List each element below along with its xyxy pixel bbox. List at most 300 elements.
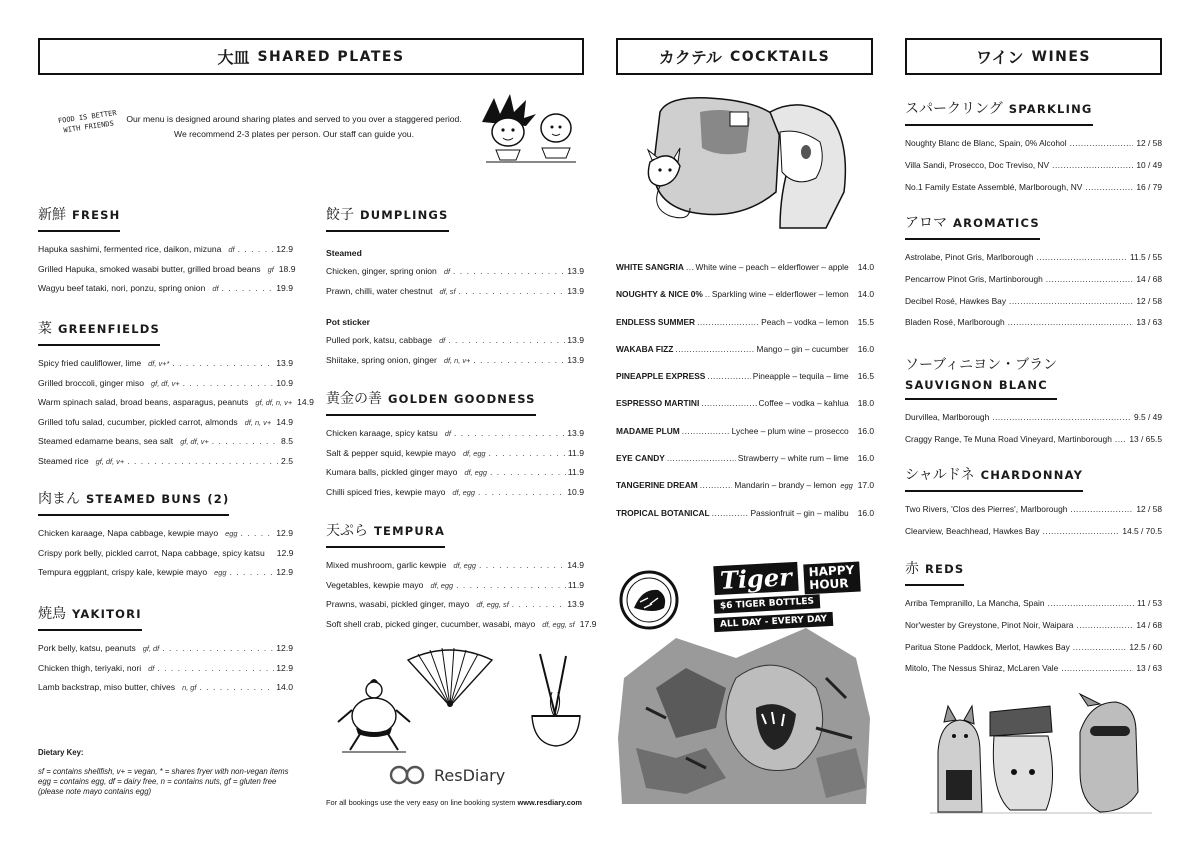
leader-dots <box>157 663 274 673</box>
item-name: Grilled tofu salad, cucumber, pickled carrot, almonds <box>38 416 238 427</box>
leader-dots <box>490 467 566 477</box>
leader-dots <box>1076 620 1133 630</box>
section-title <box>905 464 1083 492</box>
wine-name: Mitolo, The Nessus Shiraz, McLaren Vale <box>905 663 1059 674</box>
item-note: df, v+* <box>148 359 170 368</box>
section-title-jp: 餃子 <box>326 207 354 223</box>
item-name: Prawn, chilli, water chestnut <box>326 285 433 296</box>
subsection-pot-sticker: Pot sticker <box>326 317 370 327</box>
menu-item <box>326 428 584 448</box>
item-note: gf, df, n, v+ <box>255 398 293 407</box>
item-note: df <box>443 267 451 276</box>
menu-item <box>38 244 293 264</box>
intro-text <box>118 112 470 142</box>
wine-price: 12 / 58 <box>1136 295 1162 306</box>
item-price: 11.9 <box>567 467 584 477</box>
section-golden-goodness <box>326 388 584 506</box>
item-note: df, egg, sf <box>542 619 575 629</box>
header-jp: 大皿 <box>217 48 250 67</box>
item-name: Pork belly, katsu, peanuts <box>38 643 136 653</box>
cocktail-item <box>616 344 874 371</box>
booking-text: For all bookings use the very easy on line booking system <box>326 798 516 807</box>
leader-dots <box>707 371 750 381</box>
item-note: df, egg <box>462 448 486 458</box>
tiger-happy-hour-promo <box>714 563 862 629</box>
item-note: gf, df, v+ <box>95 456 125 466</box>
intro-line: Our menu is designed around sharing plates and served to you over a staggered period. <box>126 114 462 124</box>
header-shared-plates <box>38 38 584 75</box>
cocktail-desc: Peach – vodka – lemon <box>761 316 849 327</box>
item-price: 8.5 <box>281 436 293 446</box>
happy-hour-label <box>803 562 860 595</box>
cocktail-price: 15.5 <box>857 316 874 327</box>
item-name: Grilled broccoli, ginger miso <box>38 377 145 388</box>
section-title <box>326 204 449 232</box>
cocktail-item <box>616 426 874 453</box>
leader-dots <box>212 436 279 446</box>
item-price: 19.9 <box>276 283 293 293</box>
item-price: 13.9 <box>567 354 584 365</box>
item-price: 11.9 <box>567 447 584 458</box>
leader-dots <box>675 344 754 354</box>
menu-item <box>38 567 293 587</box>
wine-item <box>905 620 1162 642</box>
wine-price: 13 / 65.5 <box>1129 433 1162 444</box>
leader-dots <box>229 567 274 577</box>
cocktail-desc: Strawberry – white rum – lime <box>737 453 849 464</box>
section-title <box>38 204 120 232</box>
leader-dots <box>172 358 274 368</box>
cocktail-item <box>616 453 874 480</box>
section-title-jp: 焼鳥 <box>38 606 66 622</box>
happy-label: HAPPY <box>807 562 855 580</box>
leader-dots <box>992 412 1131 422</box>
dietary-line: (please note mayo contains egg) <box>38 787 152 796</box>
section-chardonnay <box>905 464 1162 548</box>
section-title-jp: 黄金の善 <box>326 391 382 407</box>
section-steamed-buns <box>38 488 293 587</box>
item-price: 14.9 <box>297 397 314 407</box>
section-title-en: SAUVIGNON BLANC <box>905 378 1048 392</box>
menu-item <box>38 436 293 456</box>
item-note: gf, df, v+ <box>180 437 209 446</box>
dietary-key <box>38 748 308 797</box>
item-price: 14.0 <box>276 682 293 692</box>
item-name: Prawns, wasabi, pickled ginger, mayo <box>326 599 470 609</box>
cocktail-name: PINEAPPLE EXPRESS <box>616 371 706 382</box>
menu-item <box>326 487 584 507</box>
cocktail-item <box>616 508 874 535</box>
section-title-en: STEAMED BUNS (2) <box>86 492 230 506</box>
wine-price: 13 / 63 <box>1136 663 1162 674</box>
booking-link[interactable]: www.resdiary.com <box>517 798 582 807</box>
wine-item <box>905 663 1162 685</box>
section-title-jp: シャルドネ <box>905 467 975 483</box>
handwritten-note: FOOD IS BETTER WITH FRIENDS <box>57 108 118 135</box>
item-note: n, gf <box>182 683 197 692</box>
menu-item <box>38 682 293 702</box>
cocktail-price: 16.0 <box>857 425 874 436</box>
leader-dots <box>448 335 565 345</box>
cocktail-list <box>616 262 874 535</box>
resdiary-wordmark: ResDiary <box>434 765 506 785</box>
section-title-jp: 菜 <box>38 321 52 337</box>
cocktail-name: NOUGHTY & NICE 0% <box>616 289 703 300</box>
cocktail-desc: Passionfruit – gin – malibu <box>750 507 849 518</box>
leader-dots <box>701 398 756 408</box>
leader-dots <box>1052 160 1133 170</box>
section-title-en: CHARDONNAY <box>980 468 1084 482</box>
leader-dots <box>489 448 566 458</box>
item-note: df <box>444 429 451 438</box>
cocktail-name: TROPICAL BOTANICAL <box>616 507 710 518</box>
wine-price: 12 / 58 <box>1136 138 1162 148</box>
noodle-bowl-illustration <box>526 652 586 752</box>
cocktail-price: 16.0 <box>857 343 874 354</box>
section-aromatics <box>905 212 1162 339</box>
resdiary-logo <box>388 764 505 786</box>
header-wines <box>905 38 1162 75</box>
subsection-steamed: Steamed <box>326 248 362 258</box>
wine-name: Two Rivers, 'Clos des Pierres', Marlborough <box>905 504 1068 514</box>
item-note: df <box>212 284 219 293</box>
item-name: Chicken, ginger, spring onion <box>326 266 437 276</box>
item-name: Lamb backstrap, miso butter, chives <box>38 682 176 692</box>
leader-dots <box>1008 317 1134 327</box>
menu-item <box>326 580 584 600</box>
wine-item <box>905 296 1162 318</box>
cocktail-name: ENDLESS SUMMER <box>616 316 696 327</box>
item-name: Spicy fried cauliflower, lime <box>38 358 142 368</box>
cocktail-item <box>616 371 874 398</box>
cocktail-desc: Pineapple – tequila – lime <box>752 371 849 382</box>
leader-dots <box>473 355 565 365</box>
menu-item <box>38 378 293 398</box>
wine-price: 12 / 58 <box>1136 504 1162 514</box>
menu-item <box>38 456 293 476</box>
cocktail-name: MADAME PLUM <box>616 425 680 436</box>
anime-characters-illustration <box>476 92 580 164</box>
wine-price: 11.5 / 55 <box>1130 252 1162 262</box>
menu-item <box>38 417 293 437</box>
item-name: Steamed edamame beans, sea salt <box>38 436 174 446</box>
section-title-jp: 天ぷら <box>326 523 368 539</box>
section-title-en: GREENFIELDS <box>58 322 160 336</box>
item-note: gf, df, v+ <box>151 378 180 388</box>
leader-dots <box>700 480 733 490</box>
dietary-line: egg = contains egg, df = dairy free, n = contains nuts, gf = gluten free <box>38 777 277 786</box>
cocktail-name: EYE CANDY <box>616 453 665 464</box>
wine-name: Decibel Rosé, Hawkes Bay <box>905 295 1007 306</box>
section-sauvignon-blanc <box>905 354 1162 456</box>
leader-dots <box>1061 663 1133 673</box>
wine-price: 9.5 / 49 <box>1134 412 1162 422</box>
leader-dots <box>1009 296 1133 306</box>
wine-name: Villa Sandi, Prosecco, Doc Treviso, NV <box>905 159 1050 170</box>
section-reds <box>905 558 1162 685</box>
item-price: 12.9 <box>276 528 293 538</box>
anime-girl-drinking-illustration <box>630 92 860 234</box>
tiger-promo-heading <box>714 563 862 593</box>
header-jp: ワイン <box>975 48 1024 67</box>
section-title-jp: 赤 <box>905 561 919 577</box>
item-note: df, sf <box>439 286 456 296</box>
item-name: Kumara balls, pickled ginger mayo <box>326 467 458 477</box>
item-price: 14.9 <box>567 560 584 570</box>
header-cocktails <box>616 38 873 75</box>
leader-dots <box>453 266 565 276</box>
wine-name: No.1 Family Estate Assemblé, Marlborough, NV <box>905 181 1083 192</box>
wine-name: Noughty Blanc de Blanc, Spain, 0% Alcohol <box>905 138 1067 148</box>
section-title-en: TEMPURA <box>374 524 446 538</box>
header-en: SHARED PLATES <box>257 48 405 65</box>
item-name: Shiitake, spring onion, ginger <box>326 354 437 365</box>
item-note: df, n, v+ <box>443 355 471 365</box>
leader-dots <box>512 599 565 609</box>
item-price: 12.9 <box>276 567 293 577</box>
leader-dots <box>240 528 274 538</box>
item-price: 13.9 <box>567 285 584 296</box>
item-name: Soft shell crab, picked ginger, cucumber, wasabi, mayo <box>326 618 536 629</box>
header-en: WINES <box>1031 48 1092 65</box>
wine-name: Nor'wester by Greystone, Pinot Noir, Waipara <box>905 619 1074 630</box>
section-title-en: REDS <box>925 562 965 576</box>
section-title <box>905 98 1093 126</box>
menu-item <box>38 263 296 284</box>
wine-name: Arriba Tempranillo, La Mancha, Spain <box>905 598 1045 608</box>
menu-item <box>38 643 293 663</box>
leader-dots <box>199 682 274 692</box>
leader-dots <box>162 643 274 653</box>
wine-price: 10 / 49 <box>1136 159 1162 170</box>
item-name: Chilli spiced fries, kewpie mayo <box>326 486 446 497</box>
item-name: Wagyu beef tataki, nori, ponzu, spring onion <box>38 283 206 293</box>
item-note: gf, df <box>142 644 160 653</box>
menu-item <box>326 335 584 355</box>
cocktail-name: WAKABA FIZZ <box>616 343 674 354</box>
leader-dots <box>1048 598 1134 608</box>
item-name: Chicken karaage, Napa cabbage, kewpie mayo <box>38 528 219 538</box>
item-price: 10.9 <box>567 486 584 497</box>
section-title-en: AROMATICS <box>953 216 1040 230</box>
menu-item <box>38 358 293 378</box>
cocktail-name: WHITE SANGRIA <box>616 262 684 272</box>
menu-item <box>38 283 293 303</box>
fresh-items <box>38 244 296 303</box>
tiger-brand: Tiger <box>713 561 798 594</box>
section-title <box>326 388 536 416</box>
leader-dots <box>127 456 279 466</box>
item-price: 14.9 <box>276 416 293 427</box>
booking-info <box>326 798 582 807</box>
cocktail-note: egg <box>840 481 853 491</box>
wine-name: Paritua Stone Paddock, Merlot, Hawkes Bay <box>905 641 1070 652</box>
leader-dots <box>1115 434 1127 444</box>
section-title <box>326 520 445 548</box>
tiger-promo-line: $6 TIGER BOTTLES <box>714 594 821 614</box>
wine-item <box>905 412 1162 434</box>
item-price: 12.9 <box>276 643 293 653</box>
section-title-en: GOLDEN GOODNESS <box>388 392 536 406</box>
cocktail-price: 16.0 <box>857 507 874 518</box>
menu-item <box>326 448 584 468</box>
item-name: Crispy pork belly, pickled carrot, Napa cabbage, spicy katsu <box>38 547 265 558</box>
item-price: 12.9 <box>276 244 293 254</box>
item-price: 13.9 <box>567 599 584 609</box>
item-note: df <box>148 663 155 673</box>
item-note: df, egg <box>430 580 454 590</box>
menu-item <box>326 266 584 286</box>
cocktail-name: TANGERINE DREAM <box>616 480 698 491</box>
leader-dots <box>712 508 749 518</box>
item-note: df, egg <box>453 561 476 570</box>
wine-price: 13 / 63 <box>1136 317 1162 328</box>
header-en: COCKTAILS <box>729 48 831 65</box>
section-tempura <box>326 520 597 638</box>
wine-item <box>905 434 1162 456</box>
leader-dots <box>697 317 759 327</box>
wine-name: Durvillea, Marlborough <box>905 412 990 422</box>
cocktail-desc: Lychee – plum wine – prosecco <box>731 425 849 436</box>
dietary-title: Dietary Key: <box>38 748 84 757</box>
intro-line: We recommend 2-3 plates per person. Our staff can guide you. <box>174 129 414 139</box>
cocktail-price: 16.5 <box>857 371 874 382</box>
cocktail-desc: Sparkling wine – elderflower – lemon <box>711 289 849 300</box>
item-price: 12.9 <box>276 547 294 558</box>
item-note: df <box>228 245 235 254</box>
wine-item <box>905 274 1162 296</box>
menu-item <box>326 467 584 487</box>
menu-item <box>38 663 293 683</box>
menu-item <box>326 560 584 580</box>
cocktail-item <box>616 289 874 316</box>
wine-price: 14 / 68 <box>1136 619 1162 630</box>
cocktail-item <box>616 480 874 507</box>
item-price: 18.9 <box>278 263 296 274</box>
section-title-jp: 肉まん <box>38 491 80 507</box>
wine-item <box>905 598 1162 620</box>
item-price: 12.9 <box>276 662 293 673</box>
wine-name: Clearview, Beachhead, Hawkes Bay <box>905 525 1040 536</box>
leader-dots <box>1073 642 1127 652</box>
wine-price: 14 / 68 <box>1136 273 1162 284</box>
cocktail-item <box>616 262 874 289</box>
leader-dots <box>454 428 565 438</box>
item-note: gf <box>267 264 274 274</box>
section-greenfields <box>38 318 314 475</box>
item-price: 13.9 <box>567 335 584 345</box>
leader-dots <box>1043 526 1120 536</box>
cocktail-price: 16.0 <box>857 453 874 464</box>
item-note: df, egg, sf <box>476 600 509 609</box>
leader-dots <box>1070 138 1134 148</box>
cocktail-price: 17.0 <box>857 480 874 491</box>
menu-item <box>38 528 293 548</box>
wine-item <box>905 526 1162 548</box>
item-name: Hapuka sashimi, fermented rice, daikon, mizuna <box>38 244 222 254</box>
item-price: 13.9 <box>567 428 584 438</box>
section-title <box>905 212 1040 240</box>
item-price: 17.9 <box>579 618 597 629</box>
section-title-jp: アロマ <box>905 215 947 231</box>
section-sparkling <box>905 98 1162 203</box>
leader-dots <box>459 286 566 296</box>
item-price: 13.9 <box>567 266 584 276</box>
cocktail-desc: Coffee – vodka – kahlua <box>758 398 849 409</box>
section-title-en: SPARKLING <box>1008 102 1093 116</box>
tiger-promo-line: ALL DAY - EVERY DAY <box>714 612 834 632</box>
section-title <box>905 558 964 586</box>
cocktail-desc: Mango – gin – cucumber <box>756 343 849 354</box>
item-name: Grilled Hapuka, smoked wasabi butter, grilled broad beans <box>38 263 261 274</box>
leader-dots <box>1036 252 1127 262</box>
cocktail-item <box>616 317 874 344</box>
item-note: df, egg <box>452 487 476 497</box>
menu-item <box>326 355 584 375</box>
leader-dots <box>183 378 275 388</box>
menu-item <box>326 618 597 639</box>
wine-item <box>905 504 1162 526</box>
menu-item <box>38 548 293 568</box>
wine-name: Astrolabe, Pinot Gris, Marlborough <box>905 252 1034 262</box>
leader-dots <box>1046 274 1134 284</box>
leader-dots <box>222 283 275 293</box>
wine-price: 11 / 53 <box>1137 598 1162 608</box>
section-title-en: YAKITORI <box>72 607 142 621</box>
leader-dots <box>479 560 565 570</box>
header-jp: カクテル <box>658 48 722 67</box>
section-title-jp: スパークリング <box>905 101 1003 117</box>
item-price: 10.9 <box>276 377 293 388</box>
leader-dots <box>1070 504 1133 514</box>
item-name: Chicken thigh, teriyaki, nori <box>38 662 142 673</box>
leader-dots <box>686 262 694 272</box>
section-title-jp: 新鮮 <box>38 207 66 223</box>
section-dumplings <box>326 204 584 374</box>
item-price: 2.5 <box>281 455 293 466</box>
item-note: egg <box>214 568 227 577</box>
item-name: Salt & pepper squid, kewpie mayo <box>326 447 456 458</box>
cocktail-price: 18.0 <box>857 398 874 409</box>
leader-dots <box>705 289 710 299</box>
folding-fan-illustration <box>404 646 496 710</box>
section-title-en: FRESH <box>72 208 121 222</box>
section-yakitori <box>38 603 293 702</box>
item-name: Tempura eggplant, crispy kale, kewpie mayo <box>38 567 208 577</box>
wine-price: 12.5 / 60 <box>1129 641 1162 652</box>
item-price: 13.9 <box>276 358 293 368</box>
wine-price: 16 / 79 <box>1136 181 1162 192</box>
wine-item <box>905 252 1162 274</box>
leader-dots <box>667 453 736 463</box>
item-note: df <box>439 336 446 345</box>
wine-item <box>905 160 1162 182</box>
leader-dots <box>1085 182 1133 192</box>
item-name: Mixed mushroom, garlic kewpie <box>326 560 447 570</box>
cocktail-desc: White wine – peach – elderflower – apple <box>695 262 849 272</box>
menu-item <box>38 397 314 417</box>
cocktail-name: ESPRESSO MARTINI <box>616 398 700 409</box>
section-title <box>38 603 142 631</box>
item-price: 11.9 <box>567 579 584 590</box>
resdiary-icon <box>388 764 426 786</box>
leader-dots <box>456 580 566 590</box>
item-note: df, egg <box>464 468 487 477</box>
leader-dots <box>682 426 730 436</box>
section-title <box>38 318 160 346</box>
cocktail-item <box>616 398 874 425</box>
item-name: Warm spinach salad, broad beans, asparagus, peanuts <box>38 397 249 407</box>
